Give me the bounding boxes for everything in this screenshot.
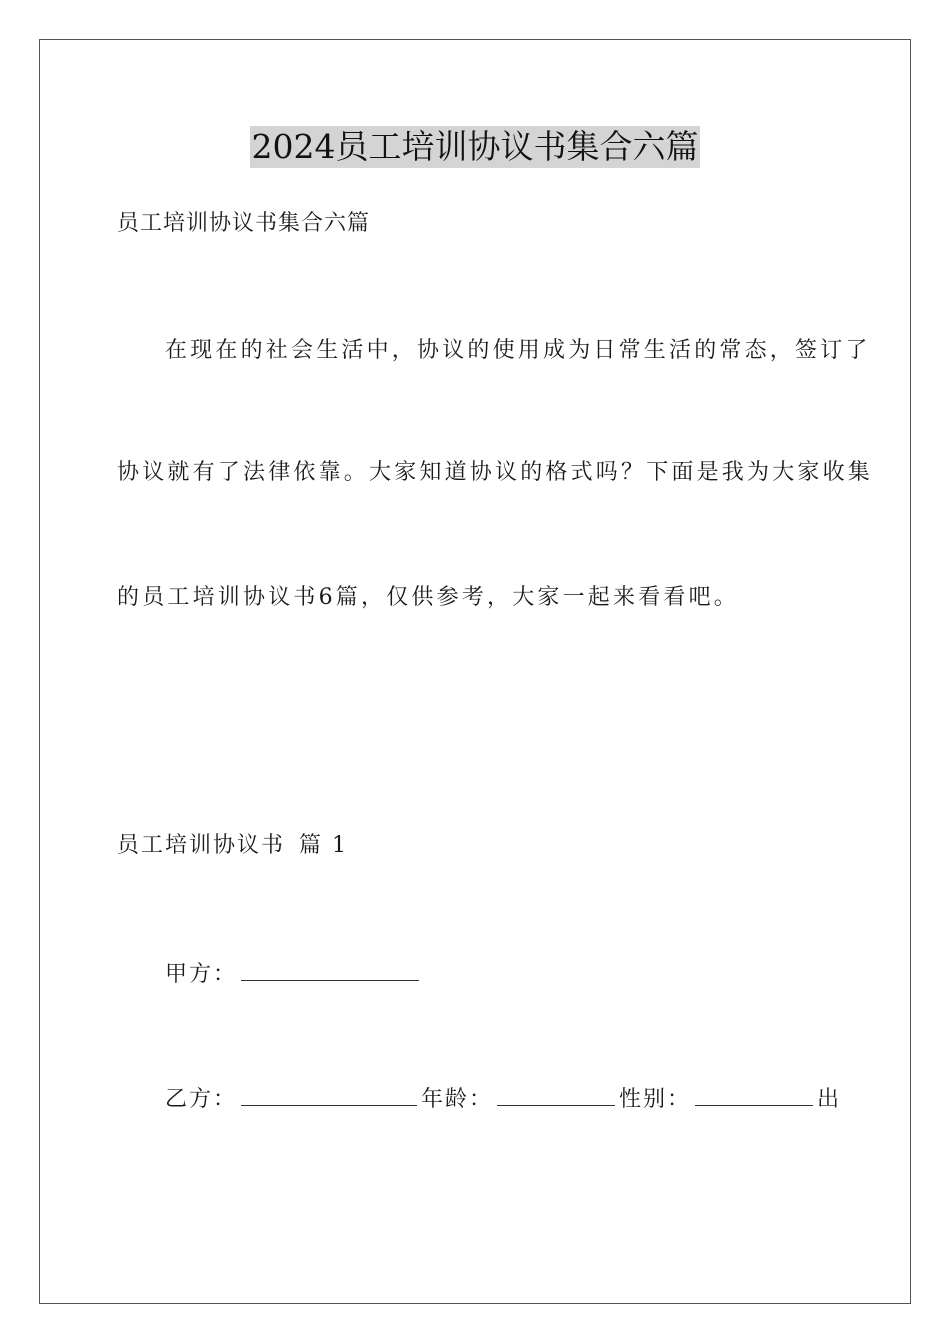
title-container <box>0 126 950 168</box>
age-blank <box>497 1083 615 1106</box>
section-heading <box>117 832 348 860</box>
gender-label: 性别： <box>619 1087 692 1112</box>
section-number: 篇 1 <box>299 833 349 858</box>
gender-blank <box>695 1083 813 1106</box>
document-title: 2024员工培训协议书集合六篇 <box>251 127 699 166</box>
party-a-label: 甲方： <box>165 962 238 987</box>
age-label: 年龄： <box>421 1087 494 1112</box>
party-a-blank <box>241 958 419 981</box>
party-b-name-blank <box>241 1083 417 1106</box>
document-subtitle: 员工培训协议书集合六篇 <box>117 211 371 236</box>
section-name: 员工培训协议书 <box>117 833 286 858</box>
intro-line-3: 的员工培训协议书6篇，仅供参考，大家一起来看看吧。 <box>117 585 739 610</box>
party-b-trailing-text: 出 <box>817 1087 842 1112</box>
party-a-line <box>165 958 423 989</box>
party-b-label: 乙方： <box>165 1087 238 1112</box>
intro-line-1: 在现在的社会生活中，协议的使用成为日常生活的常态，签订了 <box>165 338 871 363</box>
party-b-line <box>165 1083 841 1114</box>
intro-line-2: 协议就有了法律依靠。大家知道协议的格式吗？下面是我为大家收集 <box>117 460 874 485</box>
